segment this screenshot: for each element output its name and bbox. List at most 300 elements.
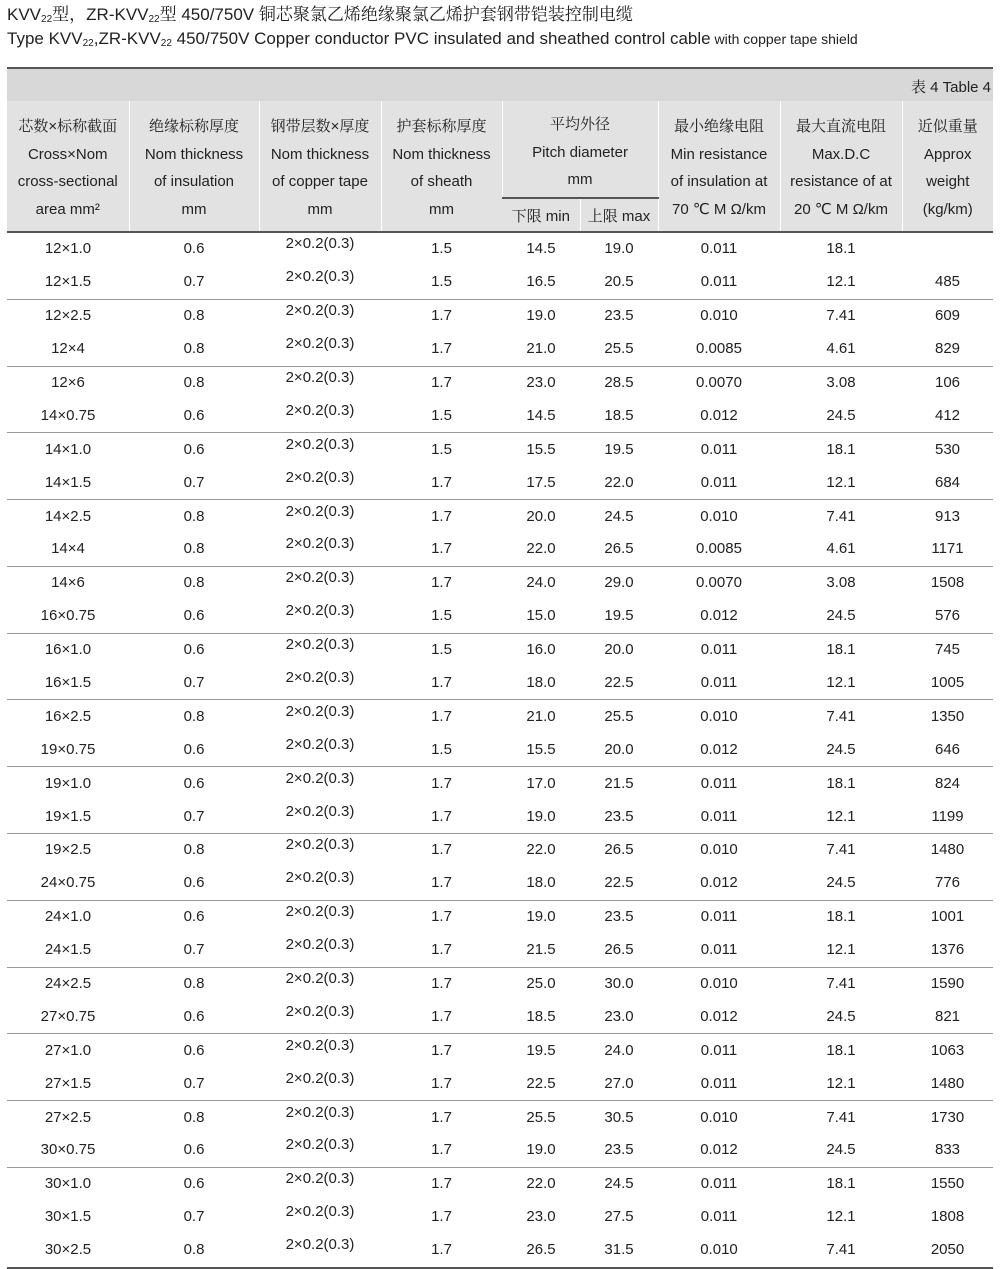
table-row [7, 232, 993, 266]
cell-tape [259, 466, 381, 499]
cell-tape [259, 767, 381, 800]
cell-insulation: 0.6 [183, 240, 205, 258]
tape-value: 2×0.2(0.3) [285, 335, 355, 353]
cell-max-dc-resistance: 24.5 [780, 600, 902, 633]
table-row [7, 466, 993, 499]
cell-weight: 576 [902, 600, 993, 633]
cell-sheath: 1.7 [431, 307, 452, 325]
cell-min-resistance: 0.012 [658, 1134, 780, 1167]
cell-max-dc-resistance: 18.1 [826, 774, 856, 792]
cell-sheath: 1.7 [381, 667, 502, 700]
header-sheath: 护套标称厚度 Nom thickness of sheath mm [381, 101, 502, 232]
cell-pitch-min: 21.0 [502, 333, 580, 366]
cell-tape [259, 900, 381, 933]
cell-weight: 1590 [930, 975, 965, 993]
tape-value: 2×0.2(0.3) [285, 802, 355, 820]
cell-sheath: 1.7 [431, 374, 452, 391]
cell-insulation: 0.6 [129, 1134, 259, 1167]
cell-cores: 14×0.75 [7, 399, 129, 432]
tape-value: 2×0.2(0.3) [285, 936, 355, 954]
tape-value: 2×0.2(0.3) [285, 636, 355, 654]
table-row [7, 733, 993, 766]
cell-sheath: 1.7 [381, 1234, 502, 1268]
cell-pitch-max: 30.5 [604, 1108, 634, 1126]
cell-weight: 913 [934, 507, 961, 525]
cell-cores: 12×4 [7, 333, 129, 366]
cell-pitch-max: 21.5 [604, 774, 634, 792]
header-insulation: 绝缘标称厚度 Nom thickness of insulation mm [129, 101, 259, 232]
cell-sheath: 1.7 [431, 975, 452, 993]
cell-max-dc-resistance: 7.41 [826, 507, 856, 525]
cell-insulation: 0.8 [183, 975, 205, 993]
cell-max-dc-resistance: 12.1 [780, 800, 902, 833]
cell-min-resistance: 0.011 [658, 466, 780, 499]
cell-tape [259, 333, 381, 366]
table-row [7, 1034, 993, 1067]
cell-pitch-max: 28.5 [604, 374, 634, 391]
cell-tape [259, 700, 381, 733]
cell-sheath: 1.7 [431, 507, 452, 525]
cell-pitch-max: 23.5 [604, 307, 634, 325]
cell-tape [259, 1034, 381, 1067]
cell-insulation: 0.7 [129, 800, 259, 833]
cell-cores: 24×0.75 [7, 867, 129, 900]
cell-pitch-min: 19.0 [502, 1134, 580, 1167]
cell-max-dc-resistance: 18.1 [826, 641, 856, 659]
cell-tape [259, 1234, 381, 1268]
table-row [7, 767, 993, 800]
cell-pitch-min: 22.0 [526, 841, 556, 859]
cell-sheath: 1.5 [381, 600, 502, 633]
cell-min-resistance: 0.010 [700, 841, 738, 859]
cell-min-resistance: 0.010 [700, 307, 738, 325]
table-body [7, 232, 993, 1268]
cell-sheath: 1.7 [431, 1175, 452, 1193]
cell-sheath: 1.7 [381, 466, 502, 499]
cell-sheath: 1.7 [381, 800, 502, 833]
table-row [7, 667, 993, 700]
cell-pitch-max: 24.5 [604, 1175, 634, 1193]
title-english: Type KVV22,ZR-KVV22 450/750V Copper conductor PVC insulated and sheathed control cable with copper tape shield [7, 29, 858, 49]
cell-pitch-min: 21.5 [502, 934, 580, 967]
tape-value: 2×0.2(0.3) [285, 302, 355, 320]
cell-pitch-min: 15.5 [502, 733, 580, 766]
cell-pitch-max: 24.0 [604, 1041, 634, 1059]
cell-tape [259, 433, 381, 466]
cell-pitch-min: 25.0 [526, 975, 556, 993]
cell-insulation: 0.7 [129, 466, 259, 499]
cell-pitch-min: 23.0 [526, 374, 556, 391]
cell-weight: 745 [934, 641, 961, 659]
cell-min-resistance: 0.0085 [658, 333, 780, 366]
cell-max-dc-resistance: 18.1 [826, 440, 856, 458]
cell-pitch-min: 19.0 [526, 307, 556, 325]
cell-insulation: 0.8 [183, 574, 205, 592]
cell-pitch-min: 14.5 [526, 240, 556, 258]
cell-min-resistance: 0.011 [700, 774, 738, 792]
cell-sheath: 1.5 [431, 440, 452, 458]
cell-min-resistance: 0.011 [700, 1208, 738, 1226]
cell-max-dc-resistance: 7.41 [826, 841, 856, 859]
tape-value: 2×0.2(0.3) [285, 1069, 355, 1087]
cell-tape [259, 834, 381, 867]
cell-tape [259, 633, 381, 666]
cell-pitch-max: 29.0 [604, 574, 634, 592]
table-row [7, 266, 993, 299]
cell-weight: 530 [934, 440, 961, 458]
cell-max-dc-resistance: 7.41 [826, 307, 856, 325]
cell-pitch-max: 23.0 [580, 1000, 658, 1033]
cell-insulation: 0.8 [183, 374, 205, 391]
table-row [7, 399, 993, 432]
cell-weight: 412 [902, 399, 993, 432]
tape-value: 2×0.2(0.3) [285, 369, 355, 386]
tape-value: 2×0.2(0.3) [285, 1170, 355, 1188]
cell-pitch-min: 19.0 [526, 908, 556, 926]
cell-tape [259, 299, 381, 332]
header-tape: 钢带层数×厚度 Nom thickness of copper tape mm [259, 101, 381, 232]
cell-insulation: 0.7 [129, 266, 259, 299]
cell-pitch-max: 27.0 [580, 1067, 658, 1100]
cell-pitch-min: 17.5 [502, 466, 580, 499]
tape-value: 2×0.2(0.3) [285, 401, 355, 419]
table-row [7, 1134, 993, 1167]
table-row [7, 366, 993, 399]
cell-pitch-max: 25.5 [604, 707, 634, 725]
cell-pitch-max: 23.5 [580, 800, 658, 833]
cell-max-dc-resistance: 18.1 [826, 240, 856, 258]
cell-tape [259, 667, 381, 700]
cell-sheath: 1.7 [381, 867, 502, 900]
cell-tape [259, 1201, 381, 1234]
cell-insulation: 0.6 [183, 641, 205, 659]
cell-max-dc-resistance: 4.61 [780, 333, 902, 366]
cell-sheath: 1.7 [431, 574, 452, 592]
spec-table [7, 101, 993, 1269]
cell-max-dc-resistance: 18.1 [826, 1041, 856, 1059]
cell-weight: 833 [902, 1134, 993, 1167]
cell-weight: 776 [902, 867, 993, 900]
cell-min-resistance: 0.011 [658, 800, 780, 833]
cell-pitch-max: 22.0 [580, 466, 658, 499]
cell-weight: 609 [934, 307, 961, 325]
cell-weight: 1808 [930, 1208, 965, 1226]
cell-pitch-min: 24.0 [526, 574, 556, 592]
cell-weight: 821 [902, 1000, 993, 1033]
cell-cores: 30×0.75 [7, 1134, 129, 1167]
header-cores: 芯数×标称截面 Cross×Nom cross-sectional area mm² [7, 101, 129, 232]
cell-weight: 1001 [930, 908, 965, 926]
cell-weight: 1376 [902, 934, 993, 967]
cell-insulation: 0.6 [129, 867, 259, 900]
cell-cores: 24×1.0 [44, 908, 92, 926]
title-chinese: KVV22型，ZR-KVV22型 450/750V 铜芯聚氯乙烯绝缘聚氯乙烯护套钢带铠装控制电缆 [7, 5, 633, 25]
cell-pitch-min: 22.0 [526, 1175, 556, 1193]
cell-max-dc-resistance: 24.5 [780, 733, 902, 766]
cell-sheath: 1.7 [381, 1000, 502, 1033]
cell-pitch-max: 30.0 [604, 975, 634, 993]
cell-tape [259, 1134, 381, 1167]
cell-sheath: 1.5 [431, 641, 452, 659]
cell-sheath: 1.7 [381, 1067, 502, 1100]
cell-cores: 19×0.75 [7, 733, 129, 766]
cell-min-resistance: 0.012 [658, 733, 780, 766]
cell-pitch-min: 18.0 [502, 867, 580, 900]
cell-pitch-min: 21.0 [526, 707, 556, 725]
cell-pitch-min: 19.0 [502, 800, 580, 833]
cell-min-resistance: 0.010 [700, 1108, 738, 1126]
cell-sheath: 1.5 [431, 240, 452, 258]
cell-insulation: 0.6 [183, 1041, 205, 1059]
cell-weight: 106 [934, 374, 961, 391]
cell-max-dc-resistance: 12.1 [780, 934, 902, 967]
cell-insulation: 0.6 [183, 1175, 205, 1193]
cell-cores: 30×2.5 [7, 1234, 129, 1268]
cell-max-dc-resistance: 24.5 [780, 1000, 902, 1033]
cell-max-dc-resistance: 7.41 [826, 707, 856, 725]
cell-max-dc-resistance: 12.1 [826, 1208, 856, 1226]
cell-min-resistance: 0.011 [700, 1041, 738, 1059]
tape-value: 2×0.2(0.3) [285, 1203, 355, 1221]
cell-sheath: 1.7 [431, 1041, 452, 1059]
cell-pitch-min: 25.5 [526, 1108, 556, 1126]
cell-insulation: 0.7 [129, 667, 259, 700]
cell-weight [902, 232, 993, 266]
cell-max-dc-resistance: 24.5 [780, 1134, 902, 1167]
cell-weight: 1508 [930, 574, 965, 592]
cell-max-dc-resistance: 18.1 [826, 1175, 856, 1193]
table-number: 表 4 Table 4 [910, 79, 991, 96]
cell-insulation: 0.6 [129, 1000, 259, 1033]
cell-weight: 646 [902, 733, 993, 766]
table-row [7, 934, 993, 967]
cell-weight: 1063 [930, 1041, 965, 1059]
table-row [7, 834, 993, 867]
cell-cores: 16×0.75 [7, 600, 129, 633]
cell-insulation: 0.6 [129, 733, 259, 766]
cell-insulation: 0.6 [183, 440, 205, 458]
cell-pitch-max: 22.5 [580, 667, 658, 700]
tape-value: 2×0.2(0.3) [285, 1036, 355, 1054]
cell-sheath: 1.7 [381, 1134, 502, 1167]
cell-insulation: 0.8 [183, 1108, 205, 1126]
cell-max-dc-resistance: 7.41 [780, 1234, 902, 1268]
cell-tape [259, 967, 381, 1000]
cell-pitch-min: 17.0 [526, 774, 556, 792]
cell-cores: 14×4 [7, 533, 129, 566]
cell-weight: 2050 [902, 1234, 993, 1268]
cell-insulation: 0.8 [129, 533, 259, 566]
cell-min-resistance: 0.0070 [696, 374, 742, 391]
cell-cores: 19×1.0 [44, 774, 92, 792]
cell-weight: 1199 [902, 800, 993, 833]
tape-value: 2×0.2(0.3) [285, 1136, 355, 1154]
cell-insulation: 0.6 [129, 600, 259, 633]
table-row [7, 967, 993, 1000]
cell-max-dc-resistance: 24.5 [780, 399, 902, 432]
cell-pitch-max: 27.5 [604, 1208, 634, 1226]
cell-pitch-min: 15.0 [502, 600, 580, 633]
cell-pitch-min: 18.5 [502, 1000, 580, 1033]
table-row [7, 533, 993, 566]
tape-value: 2×0.2(0.3) [285, 735, 355, 753]
tape-value: 2×0.2(0.3) [285, 602, 355, 620]
cell-pitch-max: 26.5 [580, 934, 658, 967]
cell-pitch-max: 24.5 [604, 507, 634, 525]
cell-min-resistance: 0.011 [700, 641, 738, 659]
cell-sheath: 1.7 [431, 908, 452, 926]
cell-tape [259, 266, 381, 299]
cell-min-resistance: 0.011 [700, 1175, 738, 1193]
tape-value: 2×0.2(0.3) [285, 669, 355, 687]
cell-cores: 16×1.0 [44, 641, 92, 659]
cell-sheath: 1.7 [431, 774, 452, 792]
cell-cores: 12×1.0 [44, 240, 92, 258]
cell-insulation: 0.7 [183, 1208, 205, 1226]
cell-weight: 1171 [902, 533, 993, 566]
tape-value: 2×0.2(0.3) [285, 502, 355, 520]
cell-insulation: 0.8 [183, 841, 205, 859]
cell-cores: 27×2.5 [44, 1108, 92, 1126]
cell-cores: 16×1.5 [7, 667, 129, 700]
cell-insulation: 0.6 [183, 908, 205, 926]
cell-cores: 30×1.0 [44, 1175, 92, 1193]
cell-tape [259, 232, 381, 266]
cell-cores: 14×1.0 [44, 440, 92, 458]
cell-pitch-min: 22.0 [502, 533, 580, 566]
cell-sheath: 1.7 [381, 533, 502, 566]
cell-cores: 14×2.5 [44, 507, 92, 525]
cell-pitch-max: 20.0 [604, 641, 634, 659]
tape-value: 2×0.2(0.3) [285, 235, 355, 253]
cell-pitch-min: 19.5 [526, 1041, 556, 1059]
cell-weight: 1550 [930, 1175, 965, 1193]
header-pitch-diameter: 平均外径 Pitch diameter mm [502, 101, 658, 198]
cell-pitch-max: 18.5 [580, 399, 658, 432]
table-row [7, 867, 993, 900]
cell-cores: 12×6 [51, 374, 85, 391]
cell-min-resistance: 0.010 [658, 1234, 780, 1268]
table-caption-bar [7, 67, 993, 101]
cell-pitch-min: 14.5 [502, 399, 580, 432]
cell-cores: 12×2.5 [44, 307, 92, 325]
cell-tape [259, 566, 381, 599]
tape-value: 2×0.2(0.3) [285, 569, 355, 587]
cell-pitch-max: 22.5 [580, 867, 658, 900]
cell-weight: 1005 [902, 667, 993, 700]
cell-cores: 12×1.5 [7, 266, 129, 299]
cell-tape [259, 1101, 381, 1134]
cell-sheath: 1.5 [381, 399, 502, 432]
cell-pitch-min: 16.0 [526, 641, 556, 659]
cell-cores: 19×2.5 [44, 841, 92, 859]
cell-sheath: 1.7 [431, 1108, 452, 1126]
cell-tape [259, 1067, 381, 1100]
tape-value: 2×0.2(0.3) [285, 1002, 355, 1020]
cell-min-resistance: 0.011 [658, 667, 780, 700]
cell-pitch-max: 19.0 [604, 240, 634, 258]
tape-value: 2×0.2(0.3) [285, 268, 355, 286]
table-row [7, 299, 993, 332]
cell-weight: 1480 [902, 1067, 993, 1100]
cell-tape [259, 1167, 381, 1200]
header-max-dc-resistance: 最大直流电阻 Max.D.C resistance of at 20 ℃ M Ω/km [780, 101, 902, 232]
cell-tape [259, 867, 381, 900]
cell-pitch-max: 26.5 [604, 841, 634, 859]
cell-pitch-max: 23.5 [604, 908, 634, 926]
tape-value: 2×0.2(0.3) [285, 1103, 355, 1121]
cell-pitch-max: 25.5 [580, 333, 658, 366]
cell-cores: 27×0.75 [7, 1000, 129, 1033]
header-pitch-max: 上限 max [580, 198, 658, 232]
cell-min-resistance: 0.011 [700, 240, 738, 258]
cell-weight: 1730 [930, 1108, 965, 1126]
cell-weight: 485 [902, 266, 993, 299]
tape-value: 2×0.2(0.3) [285, 435, 355, 453]
cell-max-dc-resistance: 18.1 [826, 908, 856, 926]
cell-pitch-min: 23.0 [526, 1208, 556, 1226]
table-row [7, 1000, 993, 1033]
spec-table-container [7, 67, 993, 1269]
cell-max-dc-resistance: 7.41 [826, 975, 856, 993]
cell-tape [259, 733, 381, 766]
header-weight: 近似重量 Approx weight (kg/km) [902, 101, 993, 232]
cell-tape [259, 600, 381, 633]
table-row [7, 333, 993, 366]
cell-pitch-min: 16.5 [502, 266, 580, 299]
cell-weight: 829 [902, 333, 993, 366]
table-row [7, 1234, 993, 1268]
table-row [7, 1201, 993, 1234]
cell-insulation: 0.7 [129, 934, 259, 967]
cell-tape [259, 366, 381, 399]
cell-cores: 24×1.5 [7, 934, 129, 967]
cell-tape [259, 1000, 381, 1033]
cell-pitch-max: 26.5 [580, 533, 658, 566]
table-row [7, 600, 993, 633]
table-row [7, 700, 993, 733]
cell-tape [259, 800, 381, 833]
cell-cores: 19×1.5 [7, 800, 129, 833]
cell-pitch-min: 22.5 [502, 1067, 580, 1100]
cell-sheath: 1.5 [381, 266, 502, 299]
cell-cores: 27×1.5 [7, 1067, 129, 1100]
cell-sheath: 1.7 [381, 934, 502, 967]
cell-cores: 14×6 [51, 574, 85, 592]
cell-min-resistance: 0.011 [658, 1067, 780, 1100]
cell-pitch-max: 23.5 [580, 1134, 658, 1167]
table-row [7, 1101, 993, 1134]
cell-max-dc-resistance: 3.08 [826, 574, 856, 592]
cell-pitch-min: 15.5 [526, 440, 556, 458]
cell-tape [259, 533, 381, 566]
cell-pitch-max: 31.5 [580, 1234, 658, 1268]
cell-min-resistance: 0.011 [658, 934, 780, 967]
table-row [7, 433, 993, 466]
cell-weight: 684 [902, 466, 993, 499]
table-row [7, 633, 993, 666]
cell-max-dc-resistance: 12.1 [780, 466, 902, 499]
tape-value: 2×0.2(0.3) [285, 535, 355, 553]
cell-weight: 824 [934, 774, 961, 792]
cell-insulation: 0.8 [129, 1234, 259, 1268]
cell-pitch-max: 19.5 [604, 440, 634, 458]
cell-pitch-max: 20.5 [580, 266, 658, 299]
cell-insulation: 0.6 [183, 774, 205, 792]
cell-weight: 1350 [930, 707, 965, 725]
cell-min-resistance: 0.012 [658, 867, 780, 900]
cell-max-dc-resistance: 12.1 [780, 667, 902, 700]
